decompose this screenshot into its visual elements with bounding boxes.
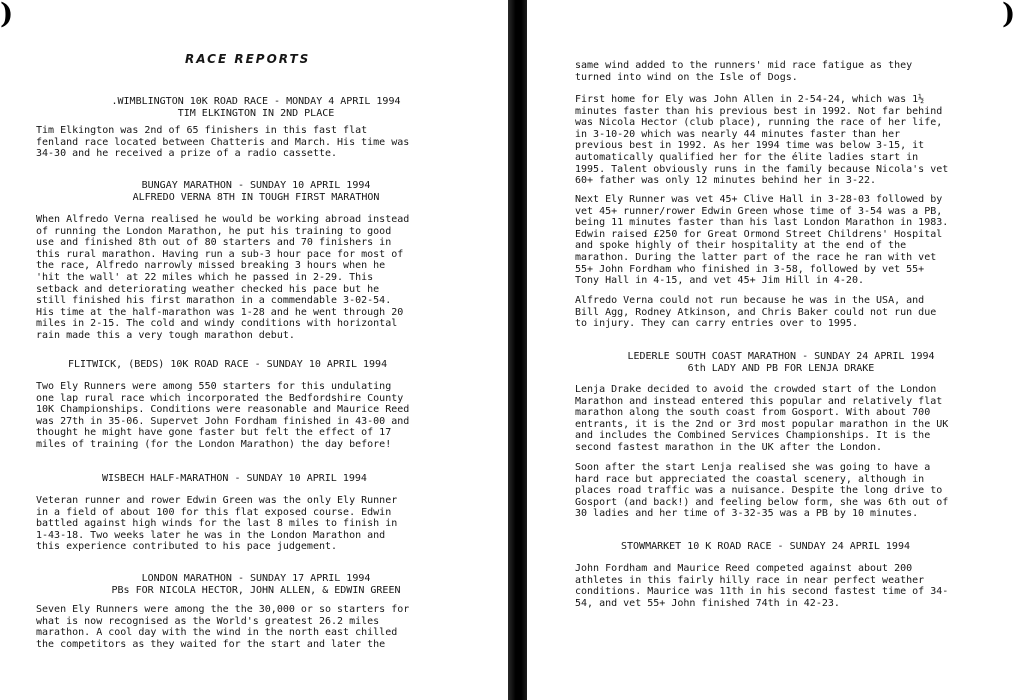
- wimblington-body: Tim Elkington was 2nd of 65 finishers in this fast flat fenland race located between Chatteris and March. His time was 34-30 and he received a prize of a radio cassette.: [36, 125, 410, 160]
- page-title: RACE REPORTS: [185, 52, 311, 66]
- book-spine: [508, 0, 527, 700]
- flitwick-body: Two Ely Runners were among 550 starters for this undulating one lap rural race which incorporated the Bedfordshire County 10K Championships. Conditions were reasonable and Maurice Reed was 27th in 35-06. Supervet John Fordham finished in 43-00 and thought he might have gone faster but felt the effect of 17 miles of training (for the London Marathon) the day before!: [36, 381, 410, 450]
- lederle-heading: LEDERLE SOUTH COAST MARATHON - SUNDAY 24 APRIL 1994 6th LADY AND PB FOR LENJA DRAKE: [627, 351, 935, 374]
- left-page: [0, 0, 508, 700]
- london-heading: LONDON MARATHON - SUNDAY 17 APRIL 1994 PBs FOR NICOLA HECTOR, JOHN ALLEN, & EDWIN GREEN: [111, 573, 401, 596]
- london-continued: same wind added to the runners' mid race fatigue as they turned into wind on the Isle of Dogs.: [575, 60, 913, 83]
- page-edge-mark-right: ): [1002, 0, 1016, 30]
- wisbech-heading: WISBECH HALF-MARATHON - SUNDAY 10 APRIL 1994: [102, 473, 367, 484]
- london-paragraph-4: Alfredo Verna could not run because he was in the USA, and Bill Agg, Rodney Atkinson, and Chris Baker could not run due to injury. They can carry entries over to 1995.: [575, 295, 937, 330]
- london-paragraph-2: First home for Ely was John Allen in 2-54-24, which was 1½ minutes faster than his previous best in 1992. Not far behind was Nicola Hector (club place), running the race of her life, in 3-10-20 which was nearly 44 minutes faster than her previous best in 1992. As her 1994 time was below 3-15, it automatically qualified her for the élite ladies start in 1995. Talent obviously runs in the family because Nicola's vet 60+ father was only 12 minutes behind her in 3-22.: [575, 94, 949, 187]
- right-page: [527, 0, 1023, 700]
- stowmarket-heading: STOWMARKET 10 K ROAD RACE - SUNDAY 24 APRIL 1994: [621, 541, 910, 552]
- stowmarket-body: John Fordham and Maurice Reed competed against about 200 athletes in this fairly hilly race in near perfect weather conditions. Maurice was 11th in his second fastest time of 34- 54, and vet 55+ John finished 74th in 42-23.: [575, 563, 949, 609]
- lederle-body-2: Soon after the start Lenja realised she was going to have a hard race but appreciated the coastal scenery, although in places road traffic was a nuisance. Despite the long drive to Gosport (and back!) and feeling below form, she was 6th out of 30 ladies and her time of 3-32-35 was a PB by 10 minutes.: [575, 462, 949, 520]
- wimblington-heading: .WIMBLINGTON 10K ROAD RACE - MONDAY 4 APRIL 1994 TIM ELKINGTON IN 2ND PLACE: [111, 96, 401, 119]
- lederle-body: Lenja Drake decided to avoid the crowded start of the London Marathon and instead entered this popular and relatively flat marathon along the south coast from Gosport. With about 700 entrants, it is the 2nd or 3rd most popular marathon in the UK and includes the Combined Services Championships. It is the second fastest marathon in the UK after the London.: [575, 384, 949, 453]
- london-paragraph-3: Next Ely Runner was vet 45+ Clive Hall in 3-28-03 followed by vet 45+ runner/rower Edwin Green whose time of 3-54 was a PB, being 11 minutes faster than his last London Marathon in 1983. Edwin raised £250 for Great Ormond Street Childrens' Hospital and spoke highly of their hospitality at the end of the marathon. During the latter part of the race he ran with vet 55+ John Fordham who finished in 3-58, followed by vet 55+ Tony Hall in 4-15, and vet 45+ Jim Hill in 4-20.: [575, 194, 949, 287]
- bungay-heading: BUNGAY MARATHON - SUNDAY 10 APRIL 1994 ALFREDO VERNA 8TH IN TOUGH FIRST MARATHON: [132, 180, 380, 203]
- london-body: Seven Ely Runners were among the the 30,000 or so starters for what is now recognised as the World's greatest 26.2 miles marathon. A cool day with the wind in the north east chilled the competitors as they waited for the start and later the: [36, 604, 410, 650]
- wisbech-body: Veteran runner and rower Edwin Green was the only Ely Runner in a field of about 100 for this flat exposed course. Edwin battled against high winds for the last 8 miles to finish in 1-43-18. Two weeks later he was in the London Marathon and this experience contributed to his pace judgement.: [36, 495, 398, 553]
- flitwick-heading: FLITWICK, (BEDS) 10K ROAD RACE - SUNDAY 10 APRIL 1994: [68, 359, 388, 370]
- bungay-body: When Alfredo Verna realised he would be working abroad instead of running the London Marathon, he put his training to good use and finished 8th out of 80 starters and 70 finishers in this rural marathon. Having run a sub-3 hour pace for most of the race, Alfredo narrowly missed breaking 3 hours when he 'hit the wall' at 22 miles which he passed in 2-29. This setback and deteriorating weather checked his pace but he still finished his first marathon in a commendable 3-02-54. His time at the half-marathon was 1-28 and he went through 20 miles in 2-15. The cold and windy conditions with horizontal rain made this a very tough marathon debut.: [36, 214, 410, 341]
- page-edge-mark-left: ): [0, 0, 14, 30]
